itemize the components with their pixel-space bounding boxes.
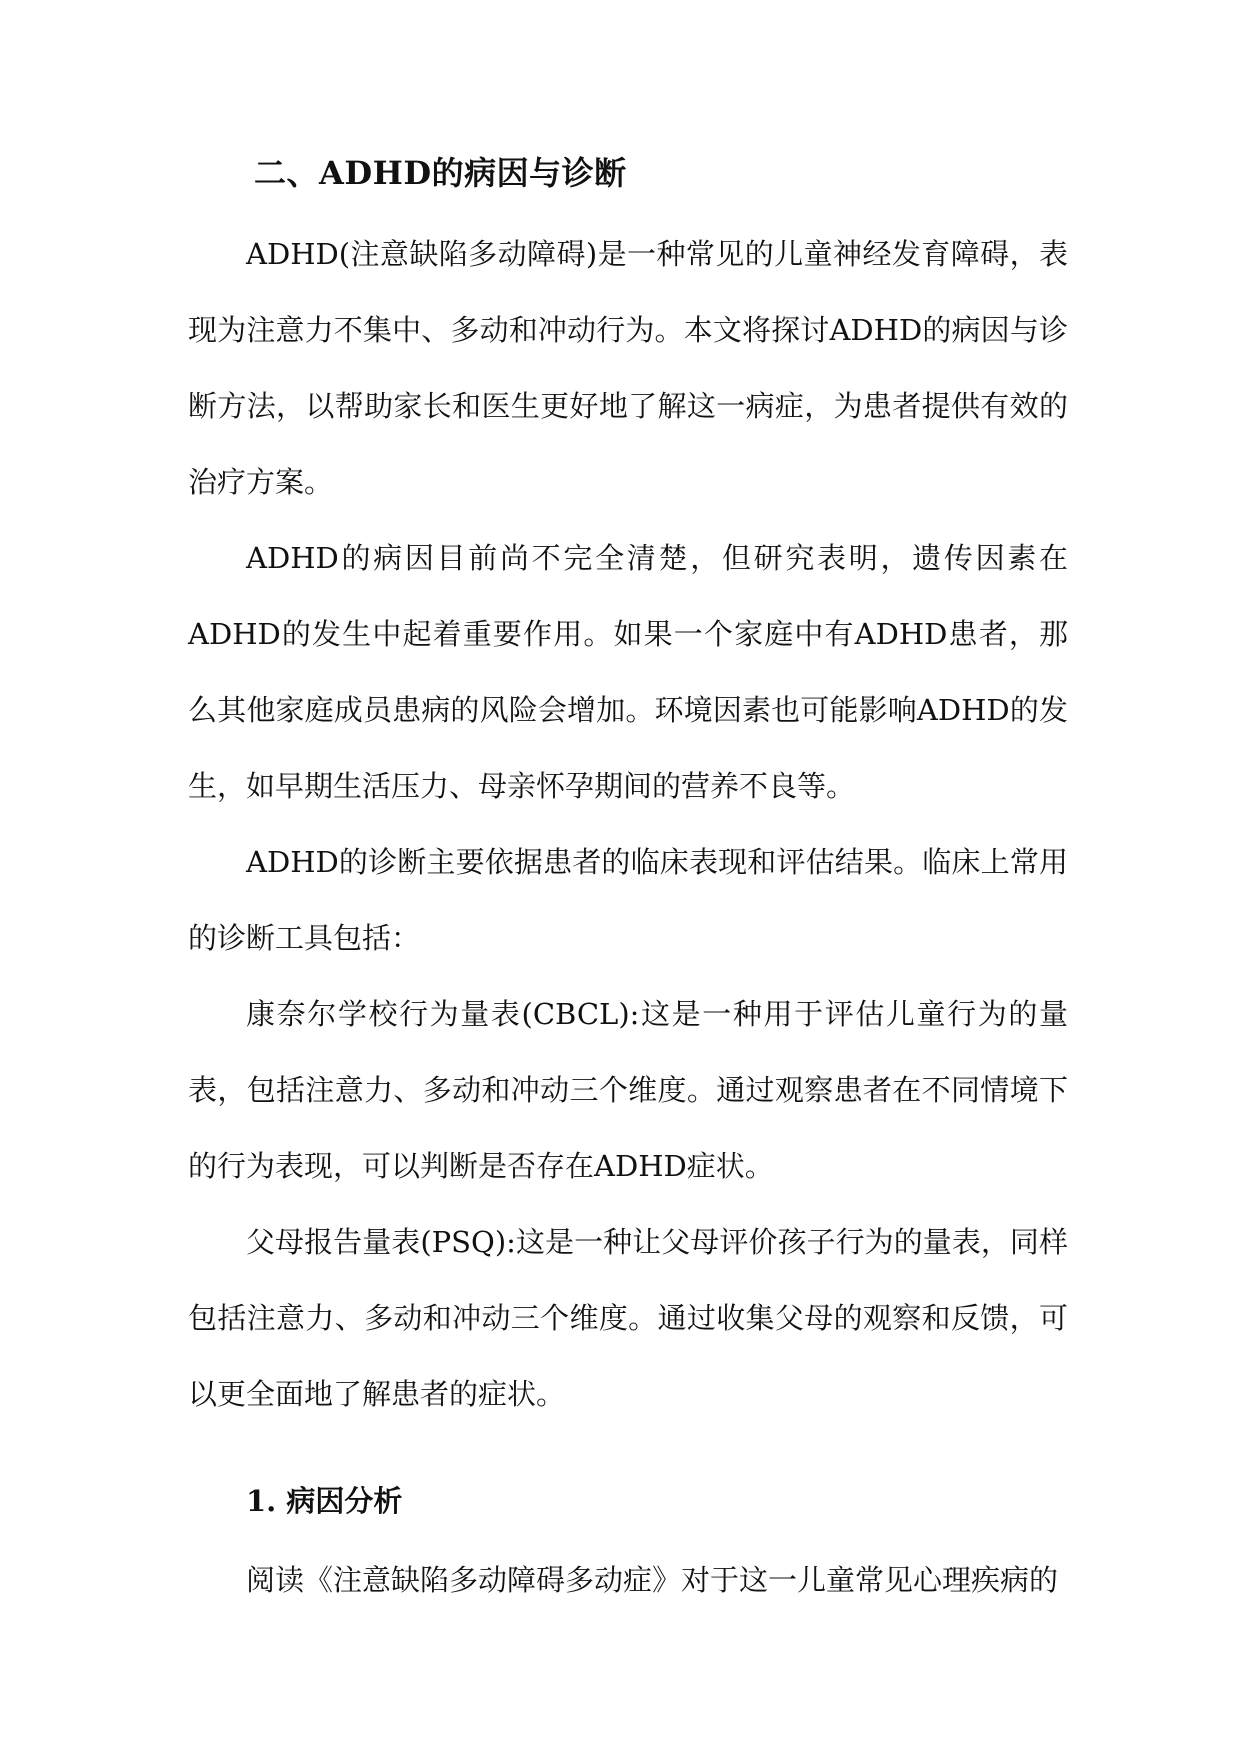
spacer <box>188 1432 1068 1478</box>
paragraph-cbcl: 康奈尔学校行为量表(CBCL):这是一种用于评估儿童行为的量表，包括注意力、多动和冲动三个维度。通过观察患者在不同情境下的行为表现，可以判断是否存在ADHD症状。 <box>188 997 1068 1183</box>
paragraph-psq: 父母报告量表(PSQ):这是一种让父母评价孩子行为的量表，同样包括注意力、多动和冲动三个维度。通过收集父母的观察和反馈，可以更全面地了解患者的症状。 <box>188 1225 1068 1411</box>
paragraph-intro: ADHD(注意缺陷多动障碍)是一种常见的儿童神经发育障碍，表现为注意力不集中、多动和冲动行为。本文将探讨ADHD的病因与诊断方法，以帮助家长和医生更好地了解这一病症，为患者提供有效的治疗方案。 <box>188 237 1068 499</box>
document-body <box>188 150 1068 1618</box>
paragraph-diagnosis: ADHD的诊断主要依据患者的临床表现和评估结果。临床上常用的诊断工具包括： <box>188 845 1068 955</box>
spacer <box>188 1524 1068 1542</box>
paragraph-etiology: ADHD的病因目前尚不完全清楚，但研究表明，遗传因素在ADHD的发生中起着重要作用。如果一个家庭中有ADHD患者，那么其他家庭成员患病的风险会增加。环境因素也可能影响ADHD的发生，如早期生活压力、母亲怀孕期间的营养不良等。 <box>188 541 1068 803</box>
subsection-title: 1. 病因分析 <box>246 1484 403 1518</box>
spacer <box>188 196 1068 216</box>
section-title: 二、ADHD的病因与诊断 <box>254 154 627 192</box>
paragraph-reading: 阅读《注意缺陷多动障碍多动症》对于这一儿童常见心理疾病的 <box>246 1563 1059 1597</box>
